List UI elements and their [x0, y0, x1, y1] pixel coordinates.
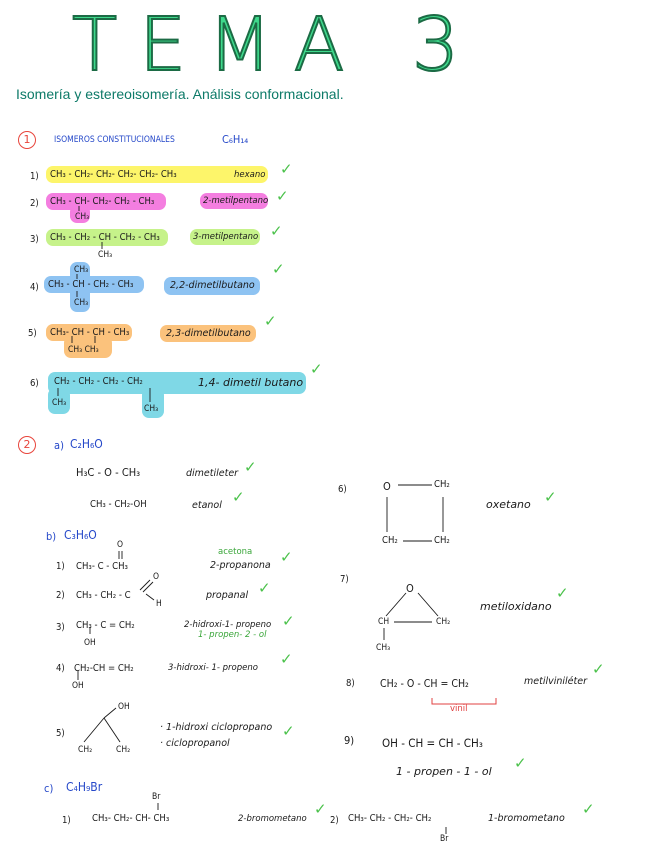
check-icon: ✓	[280, 650, 293, 668]
section-2a-label: a)	[54, 439, 64, 452]
check-icon: ✓	[232, 488, 245, 506]
isomer-4-formula: CH₃ - CH - CH₂ - CH₃	[48, 279, 134, 290]
2r-item-6-c1: CH₂	[434, 479, 450, 490]
2b-item-3-name: 2-hidroxi-1- propeno	[184, 620, 272, 630]
section-2c-label: c)	[44, 782, 54, 795]
2b-item-3-number: 3)	[56, 622, 65, 633]
2b-item-2-formula: CH₃ - CH₂ - C	[76, 590, 131, 601]
isomer-2-formula: CH₃ - CH- CH₂- CH₂ - CH₃	[50, 196, 155, 207]
check-icon: ✓	[544, 488, 557, 506]
isomer-3-branch: CH₃	[98, 250, 113, 260]
section-2a-formula: C₂H₆O	[70, 437, 103, 451]
isomer-6-number: 6)	[30, 378, 39, 389]
check-icon: ✓	[282, 612, 295, 630]
isomer-5-number: 5)	[28, 328, 37, 339]
2r-item-8-name: metilviniléter	[524, 676, 587, 687]
2b-item-5-ring-right: CH₂	[116, 745, 131, 755]
check-icon: ✓	[310, 360, 323, 378]
2r-item-7-ch3: CH₃	[376, 643, 391, 653]
2b-item-1-name: 2-propanona	[210, 560, 271, 571]
check-icon: ✓	[556, 584, 569, 602]
2c-item-2-bromine: Br	[440, 834, 449, 844]
2c-item-2-formula: CH₃- CH₂ - CH₂- CH₂	[348, 813, 432, 824]
2b-item-4-hydroxyl: OH	[72, 681, 84, 691]
check-icon: ✓	[282, 722, 295, 740]
isomer-4-top-branch: CH₃	[74, 265, 89, 275]
2r-item-6-c3: CH₂	[434, 535, 450, 546]
2b-item-2-oxygen: O	[153, 572, 160, 582]
2c-item-1-number: 1)	[62, 815, 71, 826]
2r-item-6-oxygen: O	[383, 480, 391, 493]
2c-item-1-name: 2-bromometano	[238, 814, 307, 824]
isomer-6-branch-left: CH₃	[52, 398, 67, 408]
2r-item-8-number: 8)	[346, 678, 355, 689]
check-icon: ✓	[276, 187, 289, 205]
2b-item-4-number: 4)	[56, 663, 65, 674]
2a-item-2-name: etanol	[192, 500, 222, 511]
2a-item-1-name: dimetileter	[186, 468, 239, 479]
isomer-1-name: hexano	[234, 170, 266, 180]
2a-item-2-formula: CH₃ - CH₂-OH	[90, 499, 147, 510]
section-2-number: 2	[18, 436, 36, 454]
isomer-2-name: 2-metilpentano	[203, 196, 269, 206]
isomer-3-name: 3-metilpentano	[193, 232, 259, 242]
check-icon: ✓	[514, 754, 527, 772]
check-icon: ✓	[264, 312, 277, 330]
2b-item-4-name: 3-hidroxi- 1- propeno	[168, 663, 258, 673]
isomer-2-number: 2)	[30, 198, 39, 209]
2b-item-4-formula: CH₂-CH = CH₂	[74, 663, 134, 674]
2b-item-5-number: 5)	[56, 728, 65, 739]
2r-item-6-number: 6)	[338, 484, 347, 495]
section-1-formula: C₆H₁₄	[222, 133, 249, 146]
isomer-1-number: 1)	[30, 171, 39, 182]
2r-item-9-name: 1 - propen - 1 - ol	[396, 765, 492, 778]
isomer-1-formula: CH₃ - CH₂- CH₂- CH₂- CH₂- CH₃	[50, 169, 177, 180]
2r-item-7-ch2: CH₂	[436, 617, 451, 627]
check-icon: ✓	[582, 800, 595, 818]
isomer-6-formula: CH₂ - CH₂ - CH₂ - CH₂	[54, 376, 143, 387]
2b-item-1-number: 1)	[56, 561, 65, 572]
section-1-heading: ISOMEROS CONSTITUCIONALES	[54, 135, 175, 145]
2c-item-1-formula: CH₃- CH₂- CH- CH₃	[92, 813, 170, 824]
isomer-4-number: 4)	[30, 282, 39, 293]
section-2c-formula: C₄H₉Br	[66, 780, 103, 794]
2c-item-1-bromine: Br	[152, 792, 161, 802]
isomer-3-number: 3)	[30, 234, 39, 245]
isomer-2-branch: CH₃	[75, 212, 90, 222]
2b-item-1-alt: acetona	[218, 547, 253, 557]
2r-item-7-number: 7)	[340, 574, 349, 585]
2a-item-1-formula: H₃C - O - CH₃	[76, 466, 141, 479]
check-icon: ✓	[280, 548, 293, 566]
2r-item-7-oxygen: O	[406, 582, 414, 595]
check-icon: ✓	[280, 160, 293, 178]
section-1-number: 1	[18, 131, 36, 149]
isomer-6-branch-right: CH₃	[144, 404, 159, 414]
isomer-4-name: 2,2-dimetilbutano	[170, 280, 255, 291]
2b-item-2-name: propanal	[206, 590, 249, 601]
2b-item-1-formula: CH₃- C - CH₃	[76, 561, 128, 572]
page-subtitle: Isomería y estereoisomería. Análisis conformacional.	[16, 86, 344, 102]
2b-item-3-formula: CH₃ - C = CH₂	[76, 620, 135, 631]
check-icon: ✓	[258, 579, 271, 597]
page-title: TEMA 3	[72, 2, 482, 88]
2r-item-9-formula: OH - CH = CH - CH₃	[382, 736, 483, 750]
2c-item-2-name: 1-bromometano	[488, 813, 565, 824]
2b-item-5-name-2: · ciclopropanol	[160, 738, 230, 749]
check-icon: ✓	[592, 660, 605, 678]
2b-item-2-hydrogen: H	[156, 599, 162, 609]
2b-item-1-oxygen: O	[117, 540, 124, 550]
section-2b-formula: C₃H₆O	[64, 528, 97, 542]
isomer-3-formula: CH₃ - CH₂ - CH - CH₂ - CH₃	[50, 232, 160, 243]
check-icon: ✓	[244, 458, 257, 476]
2r-item-8-tag: vinil	[450, 704, 468, 714]
check-icon: ✓	[272, 260, 285, 278]
isomer-5-name: 2,3-dimetilbutano	[166, 328, 251, 339]
isomer-4-branch: CH₃	[74, 298, 89, 308]
2r-item-6-name: oxetano	[486, 498, 531, 511]
check-icon: ✓	[314, 800, 327, 818]
2c-item-2-number: 2)	[330, 815, 339, 826]
2b-item-5-name-1: · 1-hidroxi ciclopropano	[160, 722, 273, 733]
2b-item-2-number: 2)	[56, 590, 65, 601]
2r-item-8-formula: CH₂ - O - CH = CH₂	[380, 678, 469, 690]
isomer-6-name: 1,4- dimetil butano	[198, 376, 304, 389]
2r-item-7-ch: CH	[378, 617, 390, 627]
2r-item-7-name: metiloxidano	[480, 600, 552, 613]
2r-item-9-number: 9)	[344, 734, 355, 747]
check-icon: ✓	[270, 222, 283, 240]
2b-item-3-hydroxyl: OH	[84, 638, 96, 648]
isomer-5-formula: CH₃- CH - CH - CH₃	[50, 327, 130, 338]
2b-item-3-alt: 1- propen- 2 - ol	[198, 630, 267, 640]
section-2b-label: b)	[46, 530, 57, 543]
2r-item-6-c2: CH₂	[382, 535, 398, 546]
2b-item-5-hydroxyl: OH	[118, 702, 130, 712]
2b-item-5-ring-left: CH₂	[78, 745, 93, 755]
isomer-5-branch: CH₃ CH₃	[68, 345, 99, 355]
